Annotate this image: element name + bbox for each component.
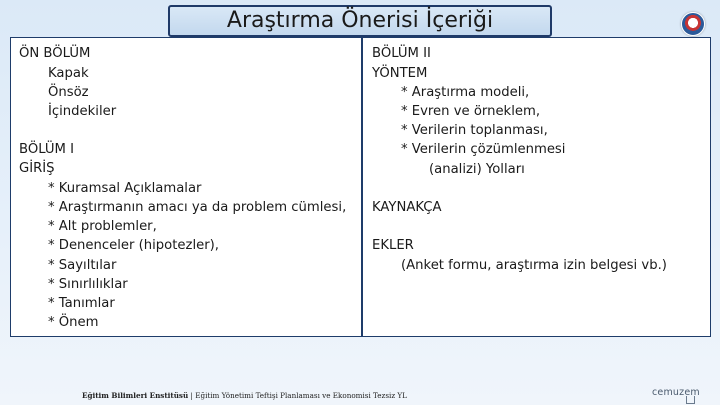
- front-item: Önsöz: [48, 85, 89, 100]
- left-content-panel: [10, 37, 362, 337]
- front-item: Kapak: [48, 66, 89, 81]
- section1-item: * Sınırlılıklar: [48, 277, 128, 292]
- section2-item: * Verilerin toplanması,: [401, 123, 548, 138]
- section1-title: GİRİŞ: [19, 161, 55, 176]
- section2-item: * Verilerin çözümlenmesi: [401, 142, 566, 157]
- section2-continuation: (analizi) Yolları: [429, 162, 525, 177]
- front-item: İçindekiler: [48, 104, 117, 119]
- section1-item: * Sayıltılar: [48, 258, 117, 273]
- footer-program: Eğitim Yönetimi Teftişi Planlaması ve Ekonomisi Tezsiz YL: [195, 391, 407, 400]
- page-title: Araştırma Önerisi İçeriği: [226, 8, 494, 33]
- title-box: [168, 5, 552, 37]
- appendix-text: (Anket formu, araştırma izin belgesi vb.): [401, 258, 667, 273]
- section2-header: BÖLÜM II: [372, 46, 431, 61]
- footer-separator: |: [188, 391, 196, 400]
- section1-item: * Araştırmanın amacı ya da problem cümlesi,: [48, 200, 347, 215]
- footer-text: [82, 391, 407, 400]
- appendix-header: EKLER: [372, 238, 414, 253]
- section1-item: * Denenceler (hipotezler),: [48, 238, 219, 253]
- section2-item: * Araştırma modeli,: [401, 85, 530, 100]
- section1-item: * Önem: [48, 315, 99, 330]
- section1-item: * Kuramsal Açıklamalar: [48, 181, 202, 196]
- right-content-panel: [362, 37, 711, 337]
- section1-header: BÖLÜM I: [19, 142, 74, 157]
- brand-logo: cemuzem: [652, 387, 700, 398]
- page-corner-icon: [686, 396, 695, 404]
- university-logo-icon: [681, 12, 705, 36]
- section2-item: * Evren ve örneklem,: [401, 104, 541, 119]
- section2-title: YÖNTEM: [372, 66, 428, 81]
- section1-item: * Alt problemler,: [48, 219, 157, 234]
- section1-item: * Tanımlar: [48, 296, 115, 311]
- front-section-header: ÖN BÖLÜM: [19, 46, 91, 61]
- references-header: KAYNAKÇA: [372, 200, 442, 215]
- footer-institute: Eğitim Bilimleri Enstitüsü: [82, 391, 189, 400]
